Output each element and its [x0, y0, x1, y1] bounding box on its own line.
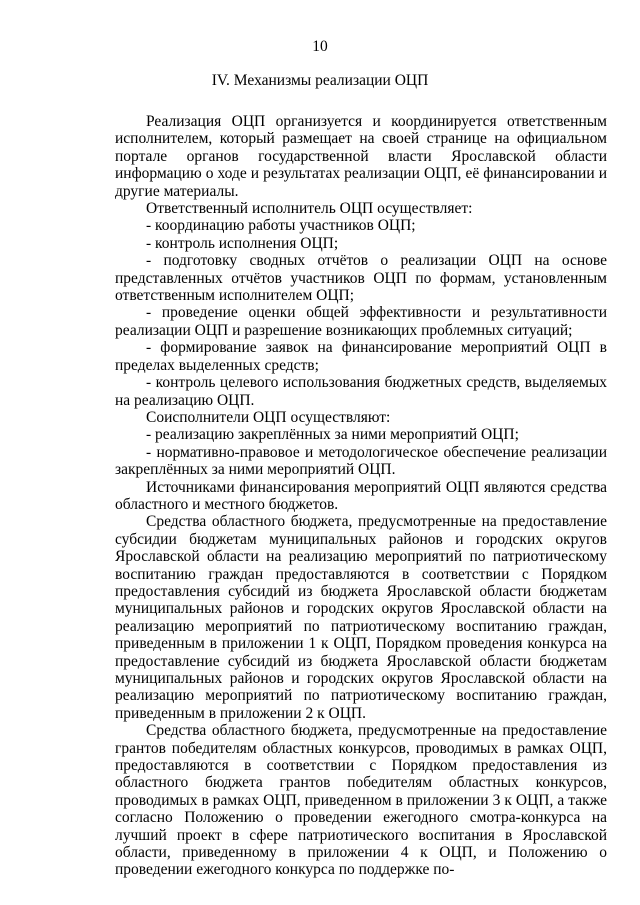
- page-number: 10: [312, 38, 328, 55]
- paragraph: Реализация ОЦП организуется и координируется ответственным исполнителем, который размещает на своей странице на официальном портале органов государственной власти Ярославской области информацию о ходе и результатах реализации ОЦП, её финансировании и другие материалы.: [115, 113, 607, 200]
- paragraph: Соисполнители ОЦП осуществляют:: [146, 408, 391, 426]
- list-item: - контроль целевого использования бюджетных средств, выделяемых на реализацию ОЦП.: [115, 374, 607, 409]
- paragraph: Средства областного бюджета, предусмотренные на предоставление субсидии бюджетам муниципальных районов и городских округов Ярославской области на реализацию мероприятий по патриотическому воспитанию граждан предоставляются в соответствии с Порядком предоставления субсидий из бюджета Ярославской области бюджетам муниципальных районов и городских округов Ярославской области на реализацию мероприятий по патриотическому воспитанию граждан, приведенным в приложении 1 к ОЦП, Порядком проведения конкурса на предоставление субсидий из бюджета Ярославской области бюджетам муниципальных районов и городских округов Ярославской области на реализацию мероприятий по патриотическому воспитанию граждан, приведенным в приложении 2 к ОЦП.: [115, 513, 607, 722]
- list-item: - формирование заявок на финансирование мероприятий ОЦП в пределах выделенных средств;: [115, 339, 607, 374]
- list-item: - реализацию закреплённых за ними мероприятий ОЦП;: [146, 426, 519, 444]
- paragraph: Средства областного бюджета, предусмотренные на предоставление грантов победителям областных конкурсов, проводимых в рамках ОЦП, предоставляются в соответствии с Порядком предоставления из областного бюджета грантов победителям областных конкурсов, проводимых в рамках ОЦП, приведенном в приложении 3 к ОЦП, а также согласно Положению о проведении ежегодного смотра-конкурса на лучший проект в сфере патриотического воспитания в Ярославской области, приведенному в приложении 4 к ОЦП, и Положению о проведении ежегодного конкурса по поддержке по-: [115, 722, 607, 879]
- paragraph: Ответственный исполнитель ОЦП осуществляет:: [146, 200, 473, 218]
- list-item: - нормативно-правовое и методологическое обеспечение реализации закреплённых за ними мероприятий ОЦП.: [115, 443, 607, 479]
- paragraph: Источниками финансирования мероприятий ОЦП являются средства областного и местного бюджетов.: [115, 478, 607, 513]
- document-body: [115, 113, 607, 879]
- list-item: - подготовку сводных отчётов о реализации ОЦП на основе представленных отчётов участников ОЦП по формам, установленным ответственным исполнителем ОЦП;: [115, 252, 607, 305]
- list-item: - проведение оценки общей эффективности и результативности реализации ОЦП и разрешение возникающих проблемных ситуаций;: [115, 304, 607, 339]
- list-item: - контроль исполнения ОЦП;: [146, 234, 339, 252]
- section-heading: IV. Механизмы реализации ОЦП: [211, 72, 429, 89]
- list-item: - координацию работы участников ОЦП;: [146, 217, 416, 235]
